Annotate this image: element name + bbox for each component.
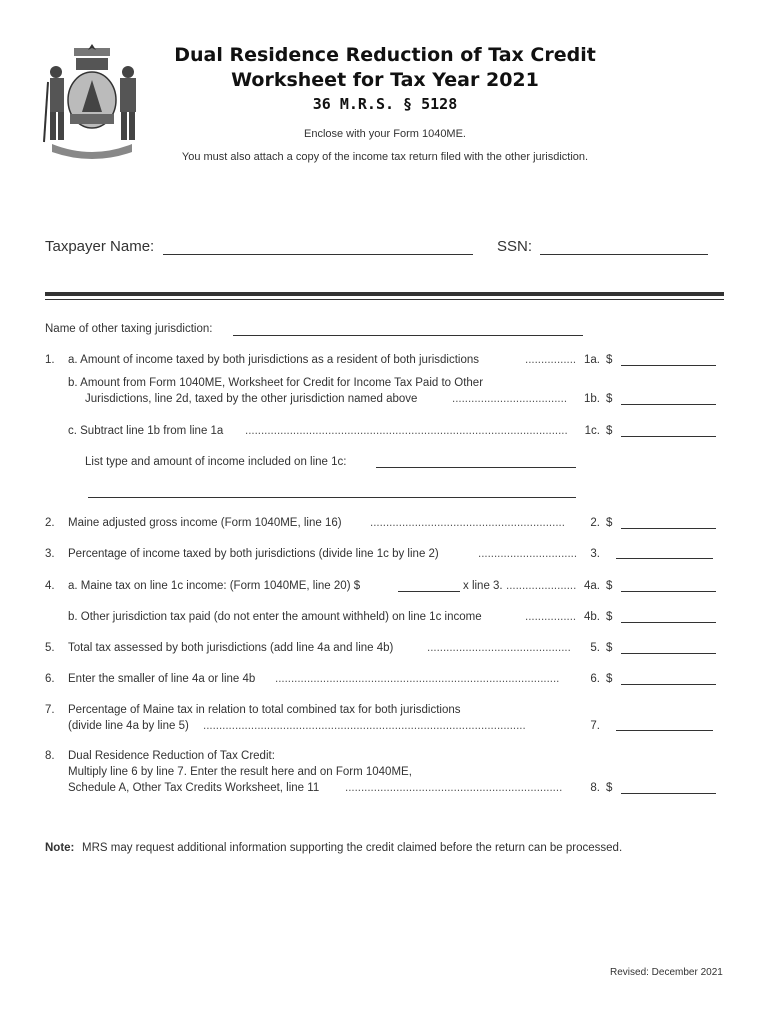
- line-2-amount-field[interactable]: [621, 516, 716, 529]
- line-1a-amount-field[interactable]: [621, 353, 716, 366]
- instruction-attach: You must also attach a copy of the income tax return filed with the other jurisdiction.: [181, 151, 589, 163]
- taxpayer-name-field[interactable]: [163, 238, 473, 255]
- form-title-line1: Dual Residence Reduction of Tax Credit: [174, 44, 596, 66]
- line-7-percent-field[interactable]: [616, 718, 713, 731]
- note-text: MRS may request additional information supporting the credit claimed before the return can be processed.: [82, 842, 623, 854]
- line-8-amount-field[interactable]: [621, 781, 716, 794]
- line-2-number: 2.: [45, 517, 55, 529]
- ssn-label: SSN:: [497, 238, 533, 255]
- line-1c-list-field[interactable]: [376, 455, 576, 468]
- line-5-amount-field[interactable]: [621, 641, 716, 654]
- line-1c-text: c. Subtract line 1b from line 1a: [68, 425, 224, 437]
- line-1c-ref: 1c.: [584, 425, 600, 437]
- line-6-text: Enter the smaller of line 4a or line 4b: [68, 673, 256, 685]
- line-6-amount-field[interactable]: [621, 672, 716, 685]
- line-4a-text-cont: x line 3.: [463, 580, 503, 592]
- line-1b-text: b. Amount from Form 1040ME, Worksheet for Credit for Income Tax Paid to Other: [68, 377, 484, 389]
- line-4a-maine-tax-field[interactable]: [398, 579, 460, 592]
- line-1a-ref: 1a.: [584, 354, 600, 366]
- line-1c-amount-field[interactable]: [621, 424, 716, 437]
- line-5-text: Total tax assessed by both jurisdictions (add line 4a and line 4b): [68, 642, 394, 654]
- line-3-text: Percentage of income taxed by both jurisdictions (divide line 1c by line 2): [68, 548, 439, 560]
- line-7-leader: .....................................................................................................: [203, 720, 526, 732]
- instruction-enclose: Enclose with your Form 1040ME.: [303, 128, 466, 140]
- line-2-dollar: $: [606, 517, 613, 529]
- line-6-leader: .........................................................................................: [275, 673, 560, 685]
- line-3-ref: 3.: [590, 548, 600, 560]
- jurisdiction-label: Name of other taxing jurisdiction:: [45, 323, 213, 335]
- line-8-text: Dual Residence Reduction of Tax Credit:: [68, 750, 275, 762]
- line-8-dollar: $: [606, 782, 613, 794]
- line-3-percent-field[interactable]: [616, 546, 713, 559]
- line-1a-text: a. Amount of income taxed by both jurisdictions as a resident of both jurisdictions: [68, 354, 480, 366]
- line-7-text-cont: (divide line 4a by line 5): [68, 720, 189, 732]
- line-1b-text-cont: Jurisdictions, line 2d, taxed by the other jurisdiction named above: [85, 393, 418, 405]
- line-6-number: 6.: [45, 673, 55, 685]
- line-8-number: 8.: [45, 750, 55, 762]
- line-6-ref: 6.: [590, 673, 600, 685]
- jurisdiction-field[interactable]: [233, 322, 583, 336]
- line-3-number: 3.: [45, 548, 55, 560]
- line-1c-list-label: List type and amount of income included on line 1c:: [85, 456, 347, 468]
- line-4a-amount-field[interactable]: [621, 579, 716, 592]
- line-1b-dollar: $: [606, 393, 613, 405]
- line-3-leader: ...............................: [478, 548, 578, 560]
- line-4b-ref: 4b.: [584, 611, 600, 623]
- line-1b-leader: ....................................: [452, 393, 568, 405]
- line-7-ref: 7.: [590, 720, 600, 732]
- line-1-number: 1.: [45, 354, 55, 366]
- line-4a-leader: ......................: [506, 580, 577, 592]
- line-8-leader: ....................................................................: [345, 782, 563, 794]
- revision-date: Revised: December 2021: [610, 967, 723, 978]
- line-4b-dollar: $: [606, 611, 613, 623]
- line-1b-amount-field[interactable]: [621, 392, 716, 405]
- line-1a-dollar: $: [606, 354, 613, 366]
- maine-state-seal-image: [42, 42, 142, 162]
- line-5-dollar: $: [606, 642, 613, 654]
- line-4a-ref: 4a.: [584, 580, 600, 592]
- form-title-line2: Worksheet for Tax Year 2021: [231, 69, 539, 91]
- line-6-dollar: $: [606, 673, 613, 685]
- line-7-number: 7.: [45, 704, 55, 716]
- line-8-ref: 8.: [590, 782, 600, 794]
- ssn-field[interactable]: [540, 238, 708, 255]
- line-4b-text: b. Other jurisdiction tax paid (do not enter the amount withheld) on line 1c income: [68, 611, 482, 623]
- line-1c-dollar: $: [606, 425, 613, 437]
- line-1c-leader: .....................................................................................................: [245, 425, 568, 437]
- taxpayer-name-label: Taxpayer Name:: [45, 238, 155, 255]
- divider-thick: [45, 292, 724, 296]
- line-1b-ref: 1b.: [584, 393, 600, 405]
- note-label: Note:: [45, 842, 75, 854]
- line-4a-dollar: $: [606, 580, 613, 592]
- line-7-text: Percentage of Maine tax in relation to total combined tax for both jurisdictions: [68, 704, 461, 716]
- line-1c-list-field-2[interactable]: [88, 485, 576, 498]
- statute-reference: 36 M.R.S. § 5128: [312, 95, 458, 113]
- line-2-text: Maine adjusted gross income (Form 1040ME, line 16): [68, 517, 342, 529]
- line-8-text-cont2: Schedule A, Other Tax Credits Worksheet, line 11: [68, 782, 320, 794]
- line-4b-leader: ................: [525, 611, 577, 623]
- line-4b-amount-field[interactable]: [621, 610, 716, 623]
- line-5-ref: 5.: [590, 642, 600, 654]
- line-1a-leader: ................: [525, 354, 577, 366]
- line-4a-text: a. Maine tax on line 1c income: (Form 1040ME, line 20) $: [68, 580, 361, 592]
- line-4-number: 4.: [45, 580, 55, 592]
- line-2-leader: .............................................................: [370, 517, 565, 529]
- line-2-ref: 2.: [590, 517, 600, 529]
- line-5-number: 5.: [45, 642, 55, 654]
- line-8-text-cont: Multiply line 6 by line 7. Enter the result here and on Form 1040ME,: [68, 766, 412, 778]
- line-5-leader: .............................................: [427, 642, 571, 654]
- divider-thin: [45, 299, 724, 300]
